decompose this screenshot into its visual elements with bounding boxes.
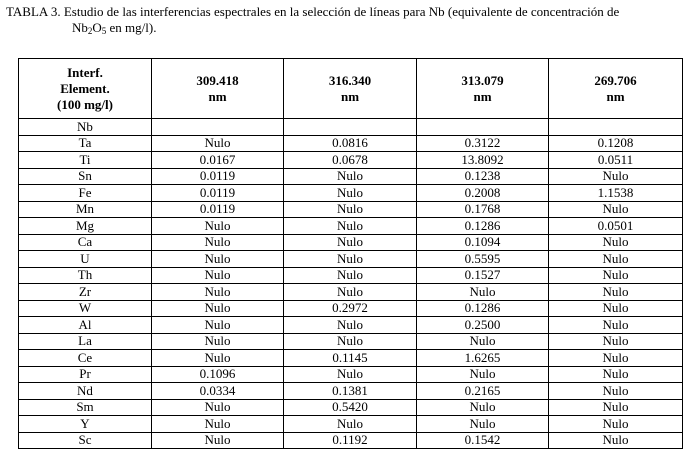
value-cell: 0.0167 (152, 152, 284, 169)
header-line-interf: Interf. (67, 64, 103, 80)
caption-line-1: TABLA 3. Estudio de las interferencias espectrales en la selección de líneas para Nb (equivalente de concentración de (6, 4, 620, 19)
value-cell: Nulo (152, 350, 284, 367)
caption-line-2 (6, 20, 694, 36)
interference-table (18, 58, 683, 449)
table-row (19, 432, 683, 449)
table-row (19, 416, 683, 433)
value-cell: 0.2165 (417, 383, 549, 400)
value-cell: Nulo (152, 135, 284, 152)
element-cell: Nd (19, 383, 152, 400)
header-wavelength-3 (417, 59, 549, 119)
value-cell: Nulo (549, 300, 683, 317)
wavelength-unit: nm (606, 88, 625, 104)
value-cell: Nulo (549, 350, 683, 367)
table-row (19, 284, 683, 301)
element-cell: W (19, 300, 152, 317)
value-cell: 0.0119 (152, 185, 284, 202)
element-cell: Sn (19, 168, 152, 185)
value-cell: Nulo (549, 317, 683, 334)
element-cell: U (19, 251, 152, 268)
value-cell: Nulo (417, 284, 549, 301)
wavelength-value: 313.079 (461, 72, 504, 88)
value-cell: Nulo (284, 317, 417, 334)
value-cell: 0.1542 (417, 432, 549, 449)
table-row (19, 168, 683, 185)
value-cell (417, 119, 549, 136)
value-cell: 0.1208 (549, 135, 683, 152)
element-cell: Pr (19, 366, 152, 383)
element-cell: Ce (19, 350, 152, 367)
value-cell: Nulo (549, 383, 683, 400)
value-cell: Nulo (152, 300, 284, 317)
value-cell: 1.6265 (417, 350, 549, 367)
wavelength-value: 269.706 (594, 72, 637, 88)
element-cell: Ti (19, 152, 152, 169)
wavelength-value: 309.418 (196, 72, 239, 88)
table-row (19, 383, 683, 400)
element-cell: Fe (19, 185, 152, 202)
table-row (19, 234, 683, 251)
value-cell: 0.0119 (152, 201, 284, 218)
wavelength-unit: nm (473, 88, 492, 104)
table-row (19, 267, 683, 284)
element-cell: Al (19, 317, 152, 334)
header-interf-element (19, 59, 152, 119)
value-cell: Nulo (152, 333, 284, 350)
table-row (19, 399, 683, 416)
value-cell: Nulo (549, 234, 683, 251)
element-cell: Sc (19, 432, 152, 449)
value-cell: 0.1096 (152, 366, 284, 383)
formula-nb: Nb (72, 20, 88, 35)
header-wavelength-4 (549, 59, 683, 119)
value-cell: Nulo (152, 218, 284, 235)
element-cell: Mn (19, 201, 152, 218)
header-row (19, 59, 683, 119)
value-cell: Nulo (549, 267, 683, 284)
value-cell: Nulo (549, 333, 683, 350)
value-cell: Nulo (152, 317, 284, 334)
formula-o: O (92, 20, 102, 35)
table-row (19, 218, 683, 235)
element-cell: Zr (19, 284, 152, 301)
table-row (19, 185, 683, 202)
value-cell: Nulo (284, 284, 417, 301)
value-cell: Nulo (549, 201, 683, 218)
table-row (19, 135, 683, 152)
wavelength-value: 316.340 (328, 72, 372, 88)
value-cell: Nulo (152, 416, 284, 433)
value-cell: Nulo (284, 201, 417, 218)
table-row (19, 300, 683, 317)
value-cell: 0.2008 (417, 185, 549, 202)
table-row (19, 317, 683, 334)
wavelength-unit: nm (208, 88, 227, 104)
value-cell: 0.1286 (417, 300, 549, 317)
value-cell: Nulo (152, 234, 284, 251)
value-cell: Nulo (284, 218, 417, 235)
header-line-element: Element. (60, 80, 110, 96)
value-cell: 0.5595 (417, 251, 549, 268)
formula-sub-2: 2 (87, 26, 93, 36)
value-cell (549, 119, 683, 136)
value-cell: Nulo (549, 399, 683, 416)
value-cell (284, 119, 417, 136)
value-cell: 0.1145 (284, 350, 417, 367)
table-row (19, 251, 683, 268)
value-cell: Nulo (284, 416, 417, 433)
element-cell: La (19, 333, 152, 350)
value-cell: Nulo (549, 366, 683, 383)
value-cell: Nulo (417, 333, 549, 350)
value-cell: 0.0678 (284, 152, 417, 169)
header-line-concentration: (100 mg/l) (57, 96, 113, 112)
value-cell: Nulo (549, 168, 683, 185)
value-cell: Nulo (152, 432, 284, 449)
value-cell: 0.0816 (284, 135, 417, 152)
wavelength-unit: nm (340, 88, 360, 104)
value-cell: Nulo (152, 267, 284, 284)
element-cell: Th (19, 267, 152, 284)
value-cell: 0.1768 (417, 201, 549, 218)
value-cell: 0.1527 (417, 267, 549, 284)
table-row (19, 366, 683, 383)
value-cell: Nulo (284, 333, 417, 350)
value-cell: 0.0334 (152, 383, 284, 400)
value-cell: Nulo (284, 366, 417, 383)
table-row (19, 119, 683, 136)
value-cell: 0.3122 (417, 135, 549, 152)
element-cell: Ta (19, 135, 152, 152)
value-cell: Nulo (284, 267, 417, 284)
value-cell: 0.5420 (284, 399, 417, 416)
value-cell: Nulo (549, 432, 683, 449)
header-wavelength-2 (284, 59, 417, 119)
value-cell: Nulo (417, 399, 549, 416)
element-cell: Mg (19, 218, 152, 235)
value-cell: 0.1238 (417, 168, 549, 185)
header-wavelength-1 (152, 59, 284, 119)
table-row (19, 201, 683, 218)
caption-line-2-rest: en mg/l). (106, 20, 157, 35)
formula-sub-5: 5 (101, 26, 107, 36)
element-cell: Y (19, 416, 152, 433)
value-cell: 0.1192 (284, 432, 417, 449)
value-cell: 13.8092 (417, 152, 549, 169)
value-cell: 0.0511 (549, 152, 683, 169)
value-cell: 0.1381 (284, 383, 417, 400)
value-cell: Nulo (284, 185, 417, 202)
value-cell: Nulo (284, 234, 417, 251)
table-row (19, 152, 683, 169)
value-cell: Nulo (284, 251, 417, 268)
table-row (19, 350, 683, 367)
value-cell: 0.2972 (284, 300, 417, 317)
value-cell: Nulo (549, 284, 683, 301)
element-cell: Sm (19, 399, 152, 416)
table-row (19, 333, 683, 350)
value-cell: Nulo (152, 399, 284, 416)
value-cell: Nulo (417, 416, 549, 433)
value-cell: 0.0501 (549, 218, 683, 235)
value-cell: 0.1286 (417, 218, 549, 235)
value-cell: Nulo (549, 251, 683, 268)
value-cell: Nulo (417, 366, 549, 383)
element-cell: Ca (19, 234, 152, 251)
value-cell: Nulo (152, 284, 284, 301)
table-caption (6, 4, 694, 36)
value-cell: 0.2500 (417, 317, 549, 334)
value-cell: Nulo (549, 416, 683, 433)
value-cell (152, 119, 284, 136)
value-cell: 0.0119 (152, 168, 284, 185)
element-cell: Nb (19, 119, 152, 136)
value-cell: Nulo (152, 251, 284, 268)
value-cell: Nulo (284, 168, 417, 185)
value-cell: 0.1094 (417, 234, 549, 251)
value-cell: 1.1538 (549, 185, 683, 202)
